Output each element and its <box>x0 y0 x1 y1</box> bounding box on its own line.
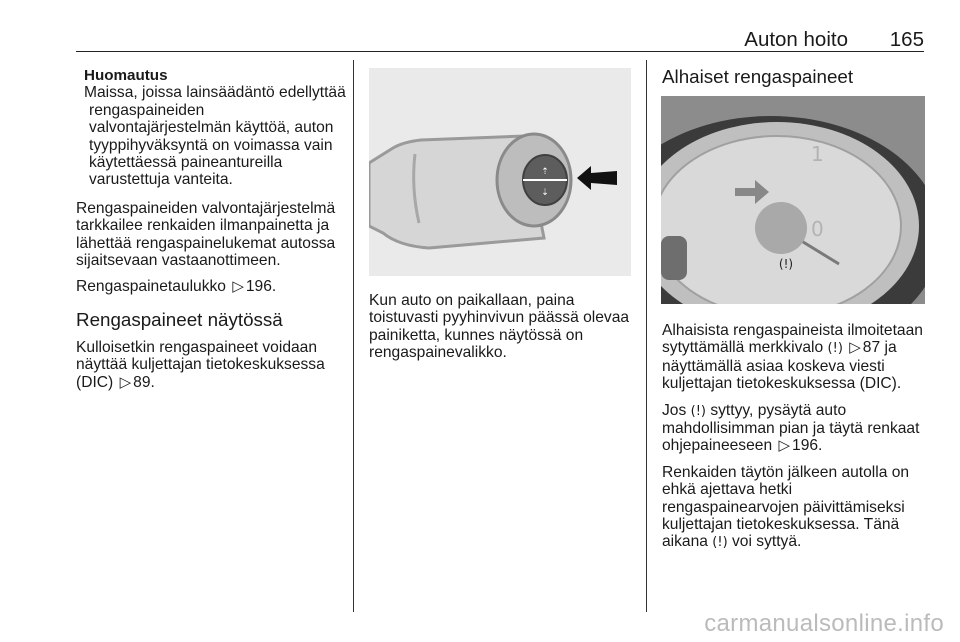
after-inflation-text: Renkaiden täytön jälkeen autolla on ehkä ajettava hetki rengaspainearvojen päivittämiseksi kuljettajan tietokeskuksessa. Tänä aikana (!) voi syttyä. <box>662 463 910 551</box>
right-column <box>662 66 926 96</box>
section-heading-display: Rengaspaineet näytössä <box>76 308 283 330</box>
svg-text:⇣: ⇣ <box>541 188 549 198</box>
reference-arrow-icon: ▷ <box>778 437 791 455</box>
tire-pressure-table-reference: Rengaspainetaulukko ▷ 196. <box>76 278 277 296</box>
figure-caption: Kun auto on paikallaan, paina toistuvasti pyyhinvivun päässä olevaa painiketta, kunnes näytössä on rengaspainevalikko. <box>369 292 630 362</box>
instrument-cluster-illustration <box>661 96 925 304</box>
note-box <box>76 67 346 189</box>
tire-pressure-warning-icon: (!) <box>712 535 728 551</box>
svg-text:⇡: ⇡ <box>541 167 549 177</box>
tire-pressure-warning-light-icon: (!) <box>778 257 794 271</box>
right-column-body <box>662 322 926 561</box>
page-header <box>76 26 924 52</box>
column-divider-right <box>646 60 647 612</box>
note-title: Huomautus <box>84 67 168 84</box>
wiper-stalk-drawing <box>369 68 631 276</box>
stop-and-inflate-text: Jos (!) syttyy, pysäytä auto mahdollisimman pian ja täytä renkaat ohjepaineeseen ▷ 196. <box>662 401 920 455</box>
reference-arrow-icon: ▷ <box>119 373 132 391</box>
section-heading-low-pressure: Alhaiset rengaspaineet <box>662 66 854 87</box>
header-title: Auton hoito <box>744 28 848 51</box>
tpms-description: Rengaspaineiden valvontajärjestelmä tarkkailee renkaiden ilmanpainetta ja lähettää rengaspainelukemat autossa sijaitsevaan vastaanottimeen. <box>76 199 336 270</box>
display-description: Kulloisetkin rengaspaineet voidaan näyttää kuljettajan tietokeskuksessa (DIC) ▷ 89. <box>76 338 325 391</box>
svg-text:1: 1 <box>811 142 824 166</box>
watermark: carmanualsonline.info <box>704 610 944 637</box>
instrument-cluster-drawing <box>661 96 925 304</box>
middle-column <box>369 292 633 371</box>
note-body: Maissa, joissa lainsäädäntö edellyttää rengaspaineiden valvontajärjestelmän käyttöä, auton tyyppihyväksyntä on voimassa vain käytettäessä paineantureilla varustettuja vanteita. <box>84 84 346 189</box>
reference-arrow-icon: ▷ <box>849 339 861 357</box>
page-reference[interactable]: 196. <box>245 278 277 296</box>
page-number: 165 <box>889 28 924 51</box>
wiper-stalk-illustration <box>369 68 631 276</box>
page-reference[interactable]: 89. <box>133 373 155 391</box>
left-column <box>76 67 346 400</box>
page-reference[interactable]: 87 <box>862 339 881 357</box>
low-pressure-warning-text: Alhaisista rengaspaineista ilmoitetaan sytyttämällä merkkivalo (!) ▷ 87 ja näyttämällä asiaa koskeva viesti kuljettajan tietokeskuksessa (DIC). <box>662 322 923 393</box>
column-divider-left <box>353 60 354 612</box>
reference-arrow-icon: ▷ <box>232 278 244 296</box>
svg-text:0: 0 <box>811 217 824 241</box>
tire-pressure-warning-icon: (!) <box>827 341 843 357</box>
tire-pressure-warning-icon: (!) <box>690 403 706 419</box>
page-reference[interactable]: 196. <box>792 437 823 455</box>
